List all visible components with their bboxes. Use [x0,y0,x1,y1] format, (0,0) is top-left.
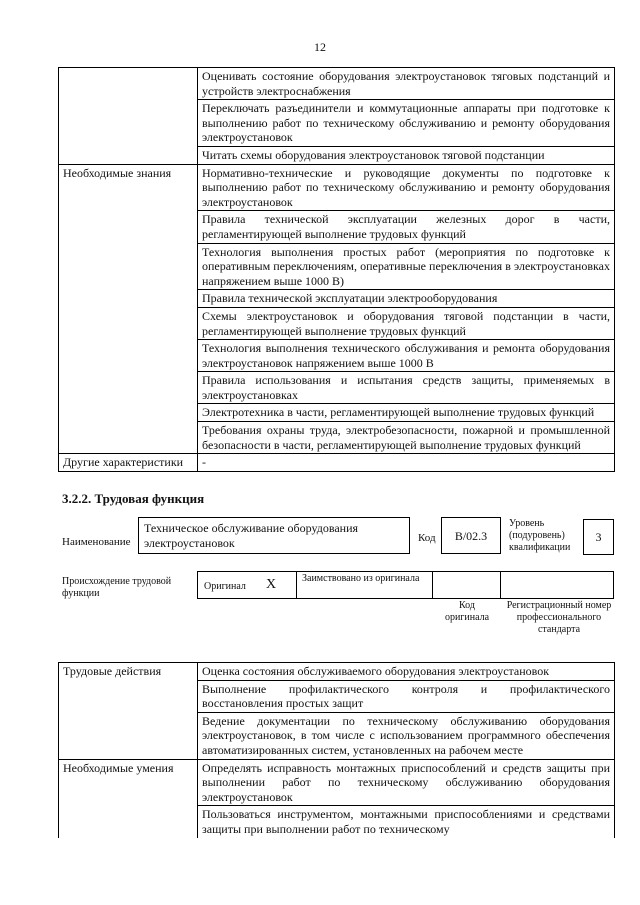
row-text: Оценка состояния обслуживаемого оборудования электроустановок [198,663,615,681]
table-row [59,663,615,681]
divider [432,571,433,599]
page-number: 12 [314,40,326,54]
row-text: Технология выполнения простых работ (мероприятия по подготовке к оперативным переключениям, оперативные переключения в электроустановках напряжением выше 1000 В) [198,243,615,290]
row-label-other: Другие характеристики [59,454,198,472]
row-text: Нормативно-технические и руководящие документы по подготовке к выполнению работ по техническому обслуживанию и ремонту оборудования электроустановок [198,164,615,211]
divider [296,571,297,599]
code-original-caption: Код оригинала [444,600,490,623]
level-label: Уровень (подуровень) квалификации [509,518,571,553]
row-text: Пользоваться инструментом, монтажными приспособлениями и средствами защиты при выполнении работ по техническому [198,806,615,838]
name-label: Наименование [62,536,131,548]
row-text: Читать схемы оборудования электроустановок тяговой подстанции [198,146,615,164]
row-text: Ведение документации по техническому обслуживанию оборудования электроустановок, в том числе с использованием программного обеспечения автоматизированных систем, установленных на рабочем месте [198,712,615,759]
row-text: Правила использования и испытания средств защиты, применяемых в электроустановках [198,372,615,404]
borrowed-label: Заимствовано из оригинала [302,573,420,584]
name-box [138,517,410,554]
divider [500,571,501,599]
row-text: Правила технической эксплуатации железных дорог в части, регламентирующей выполнение трудовых функций [198,211,615,243]
row-text: Правила технической эксплуатации электрооборудования [198,290,615,308]
row-text: Схемы электроустановок и оборудования тяговой подстанции в части, регламентирующей выполнение трудовых функций [198,307,615,339]
row-text: Оценивать состояние оборудования электроустановок тяговых подстанций и устройств электроснабжения [198,68,615,100]
code-value: В/02.3 [454,529,488,543]
row-label-skills: Необходимые умения [59,759,198,837]
row-text: Переключать разъединители и коммутационные аппараты при подготовке к выполнению работ по техническому обслуживанию и ремонту оборудования электроустановок [198,100,615,147]
row-text: - [198,454,615,472]
level-value: 3 [595,530,602,544]
table-row [59,68,615,100]
row-text: Требования охраны труда, электробезопасности, пожарной и промышленной безопасности в части, регламентирующей выполнение трудовых функций [198,422,615,454]
row-text: Определять исправность монтажных приспособлений и средств защиты при выполнении работ по техническому обслуживанию оборудования электроустановок [198,759,615,806]
original-label: Оригинал [204,581,246,592]
original-mark: X [266,577,277,592]
table-row [59,164,615,211]
table-row [59,759,615,806]
row-text: Выполнение профилактического контроля и профилактического восстановления простых защит [198,680,615,712]
row-text: Электротехника в части, регламентирующей выполнение трудовых функций [198,404,615,422]
section-title: 3.2.2. Трудовая функция [62,491,205,506]
row-label [59,68,198,165]
row-label-actions: Трудовые действия [59,663,198,760]
row-text: Технология выполнения технического обслуживания и ремонта оборудования электроустановок напряжением выше 1000 В [198,340,615,372]
origin-label: Происхождение трудовой функции [62,576,172,599]
name-value: Техническое обслуживание оборудования электроустановок [144,521,359,550]
row-label-knowledge: Необходимые знания [59,164,198,454]
requirements-table [58,67,615,472]
code-label: Код [418,532,436,544]
reg-number-caption: Регистрационный номер профессионального стандарта [506,600,612,635]
level-box [583,519,614,555]
table-row [59,454,615,472]
actions-table [58,662,615,838]
code-box [441,517,501,554]
